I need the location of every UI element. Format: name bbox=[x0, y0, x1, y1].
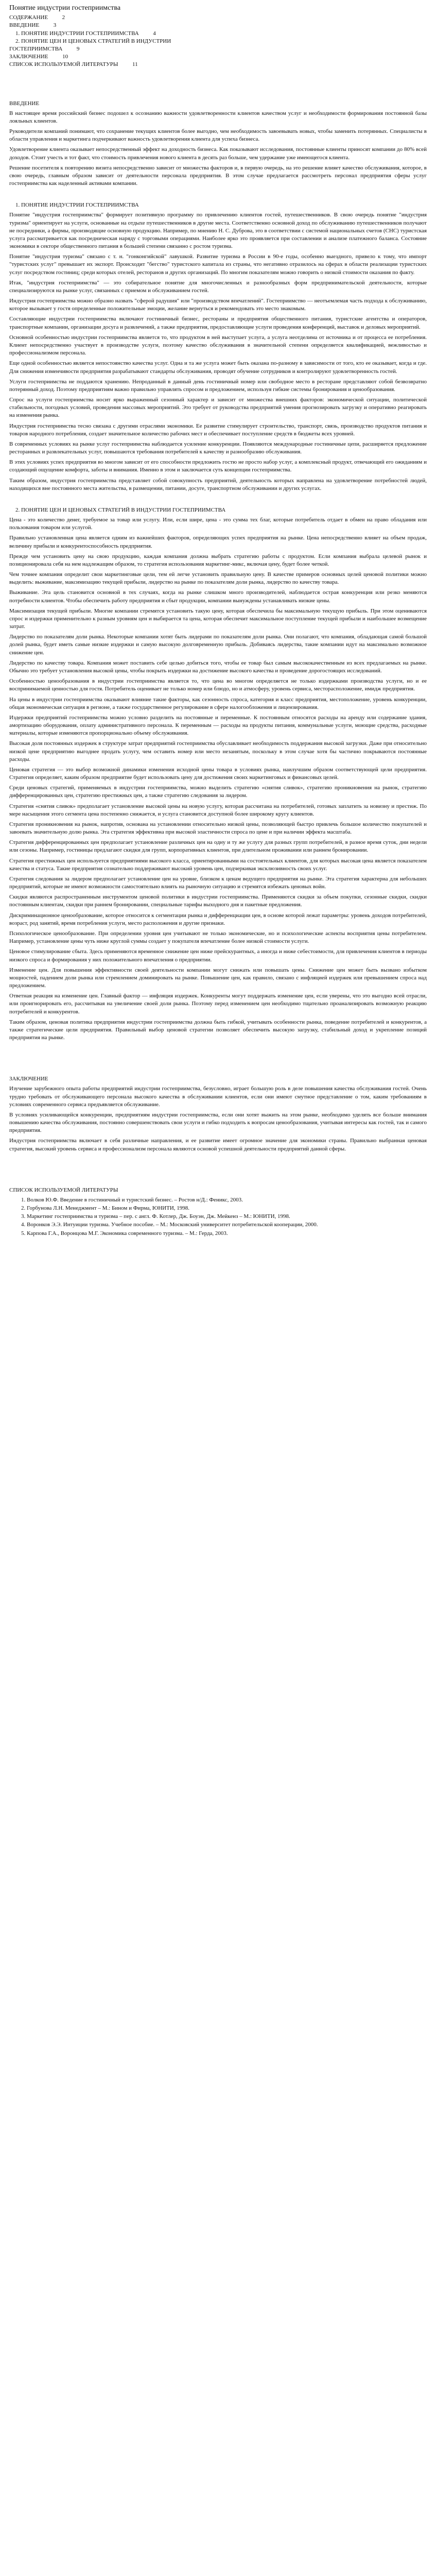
toc-entry-page: 11 bbox=[132, 61, 138, 68]
paragraph: Индустрия гостеприимства включает в себя различные направления, и ее развитие имеет огромное значение для экономики страны. Правильно выбранная ценовая стратегия, высокий уровень сервиса и профессионализм персонала являются основой успешной деятельности предприятий данной сферы. bbox=[9, 1138, 427, 1152]
paragraph: Стратегия следования за лидером предполагает установление цен на уровне, близком к ценам ведущего предприятия на рынке. Эта стратегия характерна для небольших предприятий, которые не имеют возможности самостоятельно влиять на рыночную ситуацию и стремятся избежать ценовых войн. bbox=[9, 875, 427, 890]
toc-heading-page: 2 bbox=[62, 14, 65, 21]
toc-entry[interactable] bbox=[9, 22, 427, 29]
section-heading: 1. ПОНЯТИЕ ИНДУСТРИИ ГОСТЕПРИИМСТВА bbox=[15, 202, 139, 209]
paragraph: Высокая доля постоянных издержек в структуре затрат предприятий гостеприимства обуславливает необходимость поддержания высокой загрузки. Даже при относительно низкой цене предприятию выгоднее продать услугу, чем оставить номер или место незанятым, поскольку в этом случае хотя бы частично покрываются постоянные расходы. bbox=[9, 740, 427, 762]
paragraph: Основной особенностью индустрии гостеприимства является то, что продуктом в ней выступает услуга, а услуга неотделима от источника и от процесса ее потребления. Клиент непосредственно участвует в производстве услуги, поэтому качество обслуживания в значительной степени определяется квалификацией, вежливостью и профессионализмом персонала. bbox=[9, 334, 427, 357]
toc-entry[interactable] bbox=[9, 53, 427, 61]
spacer bbox=[9, 1044, 427, 1075]
paragraph: Ценовое стимулирование сбыта. Здесь применяются временное снижение цен ниже прейскурантных, а иногда и ниже себестоимости, для привлечения клиентов в периоды низкого спроса и формирования у них положительного впечатления о предприятии. bbox=[9, 948, 427, 963]
paragraph: Итак, "индустрия гостеприимства" — это собирательное понятие для многочисленных и разнообразных форм предпринимательской деятельности, которые специализируются на рынке услуг, связанных с приемом и обслуживанием гостей. bbox=[9, 279, 427, 294]
paragraph: Лидерство по качеству товара. Компания может поставить себе целью добиться того, чтобы ее товар был самым высококачественным из всех предлагаемых на рынке. Обычно это требует установления высокой цены, чтобы покрыть издержки на достижение высокого качества и проведение дорогостоящих исследований. bbox=[9, 659, 427, 674]
reference-item: 4. Воронков Э.Э. Интуиции туризма. Учебное пособие. – М.: Московский университет потребительской кооперации, 2000. bbox=[27, 1221, 427, 1229]
paragraph: Составляющие индустрии гостеприимства включают гостиничный бизнес, рестораны и предприятия общественного питания, туристские агентства и операторов, транспортные компании, организации досуга и развлечений, а также предприятия, предоставляющие услуги проведения конференций, выставок и деловых мероприятий. bbox=[9, 316, 427, 330]
paragraph: Стратегия престижных цен используется предприятиями высокого класса, ориентированными на состоятельных клиентов, для которых высокая цена является показателем качества и статуса. Такие предприятия сознательно поддерживают высокий уровень цен, подчеркивая эксклюзивность своих услуг. bbox=[9, 857, 427, 872]
paragraph: Чем точнее компания определит свои маркетинговые цели, тем ей легче установить правильную цену. В качестве примеров основных целей ценовой политики можно выделить: выживание, максимизацию текущей прибыли, лидерство на рынке по показателям доли рынка, лидерство по качеству товара. bbox=[9, 571, 427, 586]
table-of-contents bbox=[9, 14, 427, 69]
paragraph: Спрос на услуги гостеприимства носит ярко выраженный сезонный характер и зависит от множества внешних факторов: экономической ситуации, политической стабильности, погодных условий, проведения массовых мероприятий. Это требует от руководства предприятий умения прогнозировать загрузку и оперативно реагировать на изменения рынка. bbox=[9, 397, 427, 419]
section-conclusion bbox=[9, 1075, 427, 1153]
paragraph: Таким образом, индустрия гостеприимства представляет собой совокупность предприятий, деятельность которых направлена на удовлетворение потребностей людей, находящихся вне постоянного места жительства, в размещении, питании, досуге, транспортном обслуживании и других услугах. bbox=[9, 477, 427, 492]
paragraph: Стратегия дифференцированных цен предполагает установление различных цен на одну и ту же услугу для разных групп потребителей, в разное время суток, дни недели или сезоны. Например, гостиницы предлагают скидки для групп, корпоративных клиентов, при длительном проживании или раннем бронировании. bbox=[9, 839, 427, 854]
paragraph: Правильно установленная цена является одним из важнейших факторов, определяющих успех предприятия на рынке. Цена непосредственно влияет на объем продаж, величину прибыли и конкурентоспособность предприятия. bbox=[9, 535, 427, 549]
paragraph: Стратегия проникновения на рынок, напротив, основана на установлении относительно низкой цены, позволяющей быстро привлечь большое количество покупателей и завоевать значительную долю рынка. Эта стратегия эффективна при высокой эластичности спроса по цене и при наличии эффекта масштаба. bbox=[9, 821, 427, 836]
paragraph: В современных условиях на рынке услуг гостеприимства наблюдается усиление конкуренции. Появляются международные гостиничные цепи, расширяется предложение ресторанных и развлекательных услуг, повышаются требования потребителей к качеству и разнообразию обслуживания. bbox=[9, 440, 427, 455]
spacer bbox=[9, 190, 427, 201]
section-heading: 2. ПОНЯТИЕ ЦЕН И ЦЕНОВЫХ СТРАТЕГИЙ В ИНДУСТРИИ ГОСТЕПРИИМСТВА bbox=[15, 506, 226, 513]
section-heading: ВВЕДЕНИЕ bbox=[9, 100, 40, 107]
paragraph: Услуги гостеприимства не поддаются хранению. Непроданный в данный день гостиничный номер или свободное место в ресторане представляют собой безвозвратно потерянный доход. Поэтому предприятиям важно правильно управлять спросом и предложением, используя гибкие системы бронирования и ценообразования. bbox=[9, 378, 427, 393]
reference-item: 1. Волков Ю.Ф. Введение в гостиничный и туристский бизнес. – Ростов н/Д.: Феникс, 2003. bbox=[27, 1196, 427, 1204]
paragraph: Цена - это количество денег, требуемое за товар или услугу. Или, если шире, цена - это сумма тех благ, которые потребитель отдает в обмен на право обладания или пользования товаром или услугой. bbox=[9, 517, 427, 531]
section-introduction bbox=[9, 100, 427, 188]
paragraph: Удовлетворение клиента оказывает непосредственный эффект на доходность бизнеса. Как показывают исследования, постоянные клиенты приносят компании до 80% всей доходов. Стоит учесть и тот факт, что стоимость привлечения нового клиента в десять раз больше, чем удержание уже имеющегося клиента. bbox=[9, 146, 427, 161]
paragraph: На цены в индустрии гостеприимства оказывают влияние такие факторы, как сезонность спроса, категория и класс предприятия, местоположение, уровень конкуренции, общая экономическая ситуация в регионе, а также государственное регулирование в сфере налогообложения и лицензирования. bbox=[9, 696, 427, 710]
toc-heading bbox=[9, 14, 427, 22]
toc-entry-page: 9 bbox=[76, 46, 80, 52]
paragraph: В настоящее время российский бизнес подошел к осознанию важности удовлетворенности клиентов качеством услуг и необходимости формирования постоянной базы лояльных клиентов. bbox=[9, 110, 427, 124]
paragraph: Решение посетителя к повторению визита непосредственно зависит от множества факторов и, в первую очередь, на это решение влияет качество обслуживания, которое, в свою очередь, главным образом зависит от деятельности персонала предприятия. В этом случае предлагается рассмотреть персонал предприятия сферы услуг гостеприимства как наделенный активами компании. bbox=[9, 164, 427, 187]
toc-heading-label: СОДЕРЖАНИЕ bbox=[9, 14, 48, 21]
paragraph: Индустрия гостеприимства тесно связана с другими отраслями экономики. Ее развитие стимулирует строительство, транспорт, связь, производство продуктов питания и товаров народного потребления, создает значительное количество рабочих мест и обеспечивает поступление средств в бюджеты всех уровней. bbox=[9, 422, 427, 437]
paragraph: Ответная реакция на изменение цен. Главный фактор — инфляция издержек. Конкуренты могут поддержать изменение цен, если уверены, что это выгодно всей отрасли, или проигнорировать его, рассчитывая на увеличение своей доли рынка. Поэтому перед изменением цен необходимо тщательно проанализировать возможную реакцию потребителей и конкурентов. bbox=[9, 993, 427, 1015]
paragraph: Стратегия «снятия сливок» предполагает установление высокой цены на новую услугу, которая рассчитана на потребителей, готовых заплатить за новизну и престиж. По мере насыщения этого сегмента цена постепенно снижается, и услуга становится доступной более широкому кругу клиентов. bbox=[9, 803, 427, 817]
toc-entry-label: 2. ПОНЯТИЕ ЦЕН И ЦЕНОВЫХ СТРАТЕГИЙ В ИНДУСТРИИ bbox=[15, 38, 171, 44]
reference-item: 2. Горбунова Л.Н. Менеджмент – М.: Бином и Фирма, ЮНИТИ, 1998. bbox=[27, 1205, 427, 1212]
spacer bbox=[9, 69, 427, 100]
reference-list bbox=[9, 1196, 427, 1238]
section-heading: ЗАКЛЮЧЕНИЕ bbox=[9, 1076, 48, 1082]
document-page bbox=[0, 0, 436, 1248]
paragraph: Изучение зарубежного опыта работы предприятий индустрии гостеприимства, безусловно, играет большую роль в деле повышения качества обслуживания гостей. Очень трудно требовать от обслуживающего персонала высокого качества в обслуживании клиентов, если они имеют смутное представление о том, каким требованиям в условиях современного сервиса предъявляется обслуживание. bbox=[9, 1086, 427, 1108]
toc-entry-page: 3 bbox=[53, 22, 57, 29]
reference-item: 3. Маркетинг гостеприимства и туризма – пер. с англ. Ф. Котлер, Дж. Боуэн, Дж. Мейкенз – М.: ЮНИТИ, 1998. bbox=[27, 1213, 427, 1221]
paragraph: В условиях усиливающейся конкуренции, предприятиям индустрии гостеприимства, если они хотят выжить на этом рынке, необходимо уделять все больше внимания повышению качества обслуживания, постоянно совершенствовать свои услуги и гибко подходить к вопросам ценообразования, учитывая интересы как гостей, так и самого предприятия. bbox=[9, 1111, 427, 1134]
paragraph: Еще одной особенностью является непостоянство качества услуг. Одна и та же услуга может быть оказана по-разному в зависимости от того, кто ее оказывает, когда и где. Для снижения изменчивости предприятия разрабатывают стандарты обслуживания, проводят обучение сотрудников и контролируют удовлетворенность гостей. bbox=[9, 360, 427, 375]
toc-entry[interactable] bbox=[9, 61, 427, 69]
paragraph: Издержки предприятий гостеприимства можно условно разделить на постоянные и переменные. К постоянным относятся расходы на аренду или содержание здания, амортизацию оборудования, оплату административного персонала. К переменным — расходы на продукты питания, коммунальные услуги, моющие средства, расходные материалы, которые изменяются пропорционально объему обслуживания. bbox=[9, 714, 427, 737]
toc-entry-page: 4 bbox=[153, 30, 156, 37]
paragraph: Понятие "индустрия гостеприимства" формирует позитивную программу по привлечению клиентов гостей, путешественников. В свою очередь понятие "индустрия туризма" ориентирует на услуги, основанные на отдыхе путешественников в другие места. Соответственно основной доход по обслуживанию путешественников получают не посредники, а фирмы, производящие основную продукцию. Например, по мнению Н. С. Дуброва, это в соответствии с системой национальных счетов (СНС) туристская услуга рассматривается как посредническая наряду с торговыми операциями. Наиболее ярко это проявляется при составлении и анализе платежного баланса. Состояние экономики в секторе общественного питания в большей степени связанно с ростом туризма. bbox=[9, 212, 427, 250]
section-2 bbox=[9, 506, 427, 1042]
toc-entry-label: ГОСТЕПРИИМСТВА bbox=[9, 46, 63, 52]
paragraph: В этих условиях успех предприятия во многом зависит от его способности предложить гостю не просто набор услуг, а комплексный продукт, отвечающий его ожиданиям и создающий ощущение комфорта, заботы и внимания. Именно в этом и заключается суть концепции гостеприимства. bbox=[9, 459, 427, 473]
paragraph: Руководители компаний понимают, что сохранение текущих клиентов более выгодно, чем необходимость завоевывать новых, чтобы заменить потерянных. Специалисты в области управления и маркетинга подчеркивают важность удовлетворения клиента для успеха бизнеса. bbox=[9, 128, 427, 143]
paragraph: Максимизация текущей прибыли. Многие компании стремятся установить такую цену, которая обеспечила бы максимальную текущую прибыль. При этом оцениваются спрос и издержки применительно к разным уровням цен и выбирается та цена, которая обеспечит максимальное поступление текущей прибыли и наибольшее возмещение затрат. bbox=[9, 607, 427, 630]
paragraph: Скидки являются распространенным инструментом ценовой политики в индустрии гостеприимства. Применяются скидки за объем покупки, сезонные скидки, скидки постоянным клиентам, скидки при раннем бронировании, специальные тарифы выходного дня и пакетные предложения. bbox=[9, 894, 427, 908]
paragraph: Индустрия гостеприимства можно образно назвать "сферой радушия" или "производством впечатлений". Гостеприимство — неотъемлемая часть подхода к обслуживанию, которое вызывает у гостя определенные положительные эмоции, желание вернуться и рекомендовать это место знакомым. bbox=[9, 298, 427, 312]
reference-item: 5. Карпова Г.А., Воронцова М.Г. Экономика современного туризма. – М.: Гердa, 2003. bbox=[27, 1230, 427, 1238]
spacer bbox=[9, 1156, 427, 1187]
paragraph: Среди ценовых стратегий, применяемых в индустрии гостеприимства, можно выделить стратегию «снятия сливок», стратегию проникновения на рынок, стратегию дифференцированных цен, стратегию престижных цен, а также стратегию следования за лидером. bbox=[9, 785, 427, 799]
toc-entry-label: ВВЕДЕНИЕ bbox=[9, 22, 40, 29]
toc-entry-label: 1. ПОНЯТИЕ ИНДУСТРИИ ГОСТЕПРИИМСТВА bbox=[15, 30, 139, 37]
paragraph: Прежде чем установить цену на свою продукцию, каждая компания должна выбрать стратегию работы с продуктом. Если компания выбрала целевой рынок и позиционировала себя на нем надлежащим образом, то стратегия использования маркетинг-микс, включая цену, будет более четкой. bbox=[9, 553, 427, 567]
toc-entry[interactable] bbox=[9, 45, 427, 53]
toc-entry[interactable] bbox=[9, 30, 427, 38]
spacer bbox=[9, 495, 427, 506]
paragraph: Особенностью ценообразования в индустрии гостеприимства является то, что цена во многом определяется не только издержками производства услуги, но и ее воспринимаемой ценностью для гостя. Потребитель оценивает не только номер или блюдо, но и атмосферу, уровень сервиса, месторасположение, имидж предприятия. bbox=[9, 678, 427, 692]
paragraph: Психологическое ценообразование. При определении уровня цен учитывают не только экономические, но и психологические аспекты восприятия цены потребителем. Например, установление цены чуть ниже круглой суммы создает у покупателя впечатление более низкой стоимости услуги. bbox=[9, 930, 427, 945]
section-heading: СПИСОК ИСПОЛЬЗУЕМОЙ ЛИТЕРАТУРЫ bbox=[9, 1187, 118, 1193]
paragraph: Ценовая стратегия — это выбор возможной динамики изменения исходной цены товара в условиях рынка, наилучшим образом соответствующей цели предприятия. Стратегия определяет, каким образом предприятие будет использовать цену для достижения своих маркетинговых и финансовых целей. bbox=[9, 766, 427, 781]
paragraph: Изменение цен. Для повышения эффективности своей деятельности компании могут снижать или повышать цены. Снижение цен может быть вызвано избытком мощностей, падением доли рынка или стремлением доминировать на рынке. Повышение цен, как правило, связано с инфляцией издержек или превышением спроса над предложением. bbox=[9, 967, 427, 989]
section-1 bbox=[9, 201, 427, 493]
paragraph: Таким образом, ценовая политика предприятия индустрии гостеприимства должна быть гибкой, учитывать особенности рынка, поведение потребителей и конкурентов, а также стратегические цели предприятия. Правильный выбор ценовой стратегии позволяет обеспечить высокую загрузку, стабильный доход и укрепление позиций предприятия на рынке. bbox=[9, 1019, 427, 1041]
paragraph: Лидерство по показателям доли рынка. Некоторые компании хотят быть лидерами по показателям доли рынка. Они полагают, что компания, обладающая самой большой долей рынка, будет иметь самые низкие издержки и самую высокую долговременную прибыль. Добиваясь лидерства, такие компании идут на максимально возможное снижение цен. bbox=[9, 634, 427, 656]
paragraph: Дискриминационное ценообразование, которое относится к сегментации рынка и дифференциации цен, в основе которой лежат параметры: уровень доходов потребителей, возраст, род занятий, время потребления услуги, место расположения и другие признаки. bbox=[9, 912, 427, 926]
toc-entry-label: ЗАКЛЮЧЕНИЕ bbox=[9, 54, 48, 60]
section-references bbox=[9, 1187, 427, 1238]
paragraph: Понятие "индустрия туризма" связано с т. н. "гонконгийской" лавушкой. Развитие туризма в России в 90-е годы, особенно выездного, привело к тому, что импорт "туристских услуг" превышает их экспорт. Происходит "бегство" туристского капитала из страны, что негативно отразилось на сферах в области реализации туристских услуг посредством гостиниц; среди которых отелей, ресторанов и других организаций. По многим показателям можно говорить о низкой стоимости оказания по факту. bbox=[9, 253, 427, 276]
toc-entry[interactable] bbox=[9, 38, 427, 45]
toc-entry-label: СПИСОК ИСПОЛЬЗУЕМОЙ ЛИТЕРАТУРЫ bbox=[9, 61, 118, 68]
paragraph: Выживание. Эта цель становится основной в тех случаях, когда на рынке слишком много производителей, наблюдается острая конкуренция или резко меняются потребности клиентов. Чтобы обеспечить работу предприятия и сбыт продукции, компании вынуждены устанавливать низкие цены. bbox=[9, 589, 427, 604]
document-title: Понятие индустрии гостеприимства bbox=[9, 4, 121, 12]
toc-entry-page: 10 bbox=[62, 54, 68, 60]
